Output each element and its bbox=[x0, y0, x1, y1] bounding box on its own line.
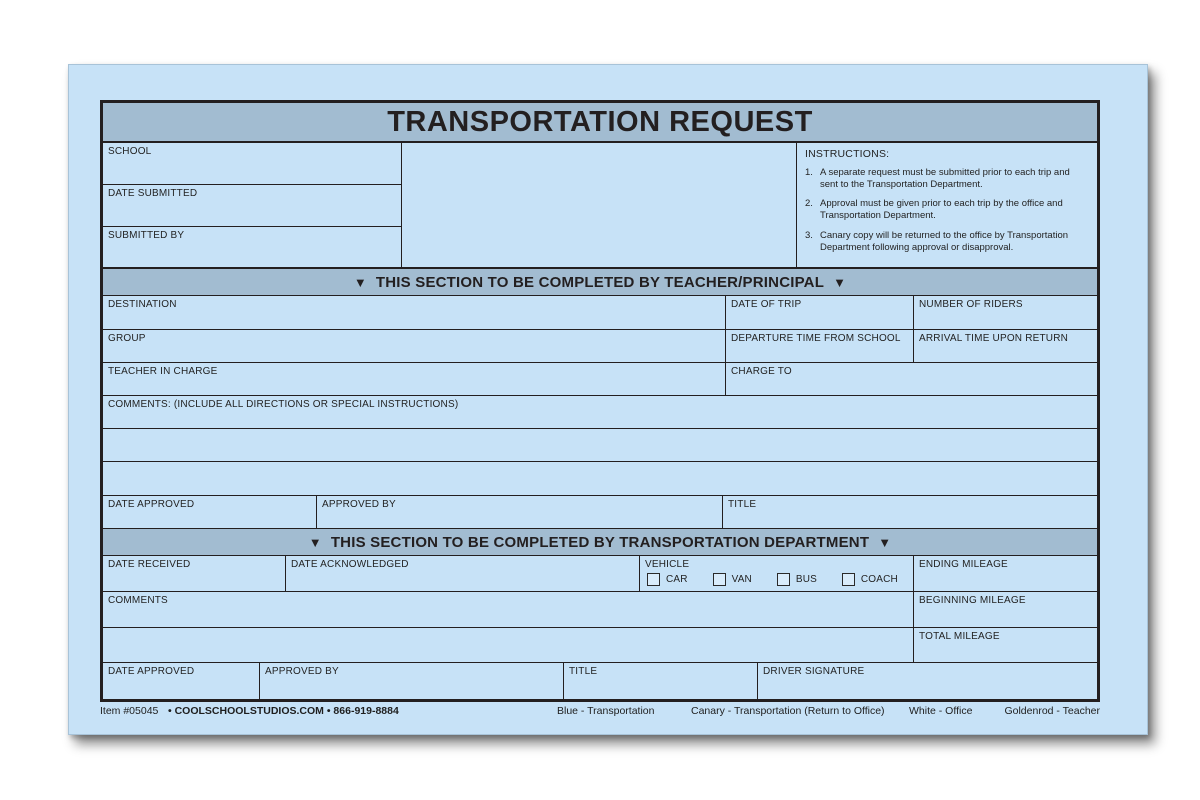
instruction-number: 2. bbox=[805, 198, 813, 210]
instruction-item bbox=[805, 167, 1089, 191]
vehicle-option-car bbox=[647, 573, 688, 586]
bus-checkbox[interactable] bbox=[777, 573, 790, 586]
row-date-received bbox=[103, 556, 1097, 592]
group-field[interactable] bbox=[103, 330, 725, 362]
transport-approved-by-label: APPROVED BY bbox=[265, 666, 339, 677]
transport-comments-extra-line[interactable] bbox=[103, 628, 913, 662]
date-of-trip-label: DATE OF TRIP bbox=[731, 299, 802, 310]
instructions-box bbox=[797, 143, 1097, 267]
school-field[interactable] bbox=[103, 143, 401, 184]
departure-time-field[interactable] bbox=[725, 330, 913, 362]
section-header-transport-text: THIS SECTION TO BE COMPLETED BY TRANSPORTATION DEPARTMENT bbox=[330, 533, 870, 551]
ending-mileage-field[interactable] bbox=[913, 556, 1097, 591]
teacher-comments-field[interactable] bbox=[103, 396, 1097, 428]
total-mileage-label: TOTAL MILEAGE bbox=[919, 631, 1000, 642]
bus-label: BUS bbox=[795, 574, 817, 585]
teacher-title-label: TITLE bbox=[728, 499, 757, 510]
row-total-mileage bbox=[103, 628, 1097, 663]
blank-address-box[interactable] bbox=[401, 143, 797, 267]
form-title: TRANSPORTATION REQUEST bbox=[103, 103, 1097, 143]
date-acknowledged-label: DATE ACKNOWLEDGED bbox=[291, 559, 409, 570]
copy-canary-label: Canary - Transportation (Return to Office) bbox=[691, 705, 885, 717]
row-group bbox=[103, 330, 1097, 363]
beginning-mileage-label: BEGINNING MILEAGE bbox=[919, 595, 1026, 606]
comments-extra-line-2[interactable] bbox=[103, 462, 1097, 495]
teacher-date-approved-field[interactable] bbox=[103, 496, 316, 528]
instruction-text: A separate request must be submitted prior to each trip and sent to the Transportation Department. bbox=[820, 167, 1070, 191]
transportation-request-form bbox=[68, 64, 1148, 735]
driver-signature-label: DRIVER SIGNATURE bbox=[763, 666, 865, 677]
vehicle-option-van bbox=[713, 573, 752, 586]
transport-comments-field[interactable] bbox=[103, 592, 913, 627]
brand-contact: • COOLSCHOOLSTUDIOS.COM • 866-919-8884 bbox=[168, 705, 399, 717]
top-section bbox=[103, 143, 1097, 269]
form-footer bbox=[100, 705, 1100, 721]
teacher-approved-by-label: APPROVED BY bbox=[322, 499, 396, 510]
car-checkbox[interactable] bbox=[647, 573, 660, 586]
date-received-label: DATE RECEIVED bbox=[108, 559, 191, 570]
vehicle-option-bus bbox=[777, 573, 817, 586]
row-destination bbox=[103, 296, 1097, 330]
row-comments-blank-2 bbox=[103, 462, 1097, 496]
transport-approved-by-field[interactable] bbox=[259, 663, 563, 699]
teacher-in-charge-field[interactable] bbox=[103, 363, 725, 395]
van-checkbox[interactable] bbox=[713, 573, 726, 586]
vehicle-options bbox=[645, 573, 908, 586]
teacher-approved-by-field[interactable] bbox=[316, 496, 722, 528]
number-of-riders-label: NUMBER OF RIDERS bbox=[919, 299, 1023, 310]
departure-time-label: DEPARTURE TIME FROM SCHOOL bbox=[731, 333, 901, 344]
down-arrow-icon: ▼ bbox=[308, 534, 322, 550]
form-table bbox=[100, 100, 1100, 702]
instruction-text: Approval must be given prior to each trip by the office and Transportation Department. bbox=[820, 198, 1063, 222]
row-teacher-approval bbox=[103, 496, 1097, 529]
date-submitted-field[interactable] bbox=[103, 184, 401, 225]
vehicle-label: VEHICLE bbox=[645, 559, 690, 570]
transport-title-label: TITLE bbox=[569, 666, 598, 677]
instruction-item bbox=[805, 198, 1089, 222]
transport-title-field[interactable] bbox=[563, 663, 757, 699]
total-mileage-field[interactable] bbox=[913, 628, 1097, 662]
row-comments-teacher bbox=[103, 396, 1097, 429]
charge-to-field[interactable] bbox=[725, 363, 1097, 395]
date-of-trip-field[interactable] bbox=[725, 296, 913, 329]
transport-date-approved-field[interactable] bbox=[103, 663, 259, 699]
section-header-teacher-text: THIS SECTION TO BE COMPLETED BY TEACHER/PRINCIPAL bbox=[375, 273, 825, 291]
coach-checkbox[interactable] bbox=[842, 573, 855, 586]
instructions-title: INSTRUCTIONS: bbox=[805, 148, 890, 160]
date-submitted-label: DATE SUBMITTED bbox=[108, 188, 198, 200]
arrival-time-label: ARRIVAL TIME UPON RETURN bbox=[919, 333, 1069, 344]
submitted-by-field[interactable] bbox=[103, 226, 401, 267]
beginning-mileage-field[interactable] bbox=[913, 592, 1097, 627]
row-transport-comments bbox=[103, 592, 1097, 628]
copy-white-label: White - Office bbox=[909, 705, 973, 717]
car-label: CAR bbox=[666, 574, 688, 585]
transport-date-approved-label: DATE APPROVED bbox=[108, 666, 195, 677]
section-header-teacher-principal bbox=[103, 269, 1097, 296]
submitted-by-label: SUBMITTED BY bbox=[108, 229, 185, 241]
copy-goldenrod-label: Goldenrod - Teacher bbox=[1004, 705, 1100, 717]
van-label: VAN bbox=[731, 574, 752, 585]
copy-blue-label: Blue - Transportation bbox=[557, 705, 655, 717]
down-arrow-icon: ▼ bbox=[353, 274, 367, 290]
down-arrow-icon: ▼ bbox=[833, 274, 847, 290]
coach-label: COACH bbox=[860, 574, 898, 585]
school-label: SCHOOL bbox=[108, 146, 152, 157]
driver-signature-field[interactable] bbox=[757, 663, 1097, 699]
teacher-title-field[interactable] bbox=[722, 496, 1097, 528]
date-acknowledged-field[interactable] bbox=[285, 556, 639, 591]
row-teacher-in-charge bbox=[103, 363, 1097, 396]
date-received-field[interactable] bbox=[103, 556, 285, 591]
destination-label: DESTINATION bbox=[108, 299, 177, 310]
group-label: GROUP bbox=[108, 333, 146, 344]
item-number: Item #05045 bbox=[100, 705, 159, 717]
ending-mileage-label: ENDING MILEAGE bbox=[919, 559, 1008, 570]
teacher-comments-label: COMMENTS: (INCLUDE ALL DIRECTIONS OR SPECIAL INSTRUCTIONS) bbox=[108, 399, 459, 410]
transport-comments-label: COMMENTS bbox=[108, 595, 168, 606]
vehicle-option-coach bbox=[842, 573, 898, 586]
arrival-time-field[interactable] bbox=[913, 330, 1097, 362]
teacher-in-charge-label: TEACHER IN CHARGE bbox=[108, 366, 218, 377]
charge-to-label: CHARGE TO bbox=[731, 366, 792, 377]
destination-field[interactable] bbox=[103, 296, 725, 329]
comments-extra-line-1[interactable] bbox=[103, 429, 1097, 461]
row-comments-blank-1 bbox=[103, 429, 1097, 462]
instruction-text: Canary copy will be returned to the office by Transportation Department following approval or disapproval. bbox=[820, 229, 1069, 253]
teacher-date-approved-label: DATE APPROVED bbox=[108, 499, 195, 510]
instruction-number: 1. bbox=[805, 167, 813, 178]
top-left-block bbox=[103, 143, 401, 267]
section-header-transportation-dept bbox=[103, 529, 1097, 556]
instruction-item bbox=[805, 230, 1089, 254]
vehicle-field bbox=[639, 556, 913, 591]
number-of-riders-field[interactable] bbox=[913, 296, 1097, 329]
down-arrow-icon: ▼ bbox=[878, 534, 892, 550]
row-transport-approval bbox=[103, 663, 1097, 699]
instruction-number: 3. bbox=[805, 229, 813, 241]
